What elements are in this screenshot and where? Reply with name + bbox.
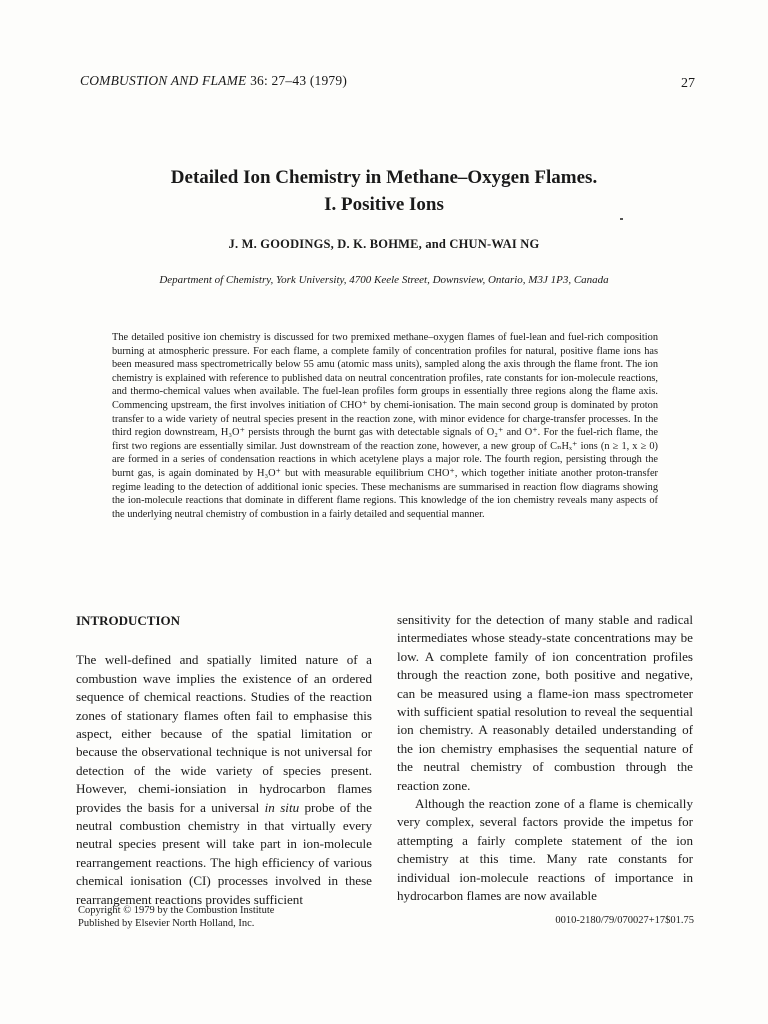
copyright-line: Copyright © 1979 by the Combustion Institute (78, 905, 275, 916)
intro-text-a: The well-defined and spatially limited nature of a combustion wave implies the existence of an ordered sequence of chemical reactions. Studies of the reaction zones of stationary flames often fail to emphasise this aspect, either because of the spatial limitation or because the observational technique is not universal for detection of the wide variety of species present. However, chemi-ionsiation in hydrocarbon flames provides the basis for a universal (76, 652, 372, 815)
left-column (76, 610, 372, 909)
publisher-line: Published by Elsevier North Holland, Inc. (78, 918, 255, 929)
affiliation: Department of Chemistry, York University, 4700 Keele Street, Downsview, Ontario, M3J 1P3, Canada (159, 274, 609, 286)
abstract: The detailed positive ion chemistry is discussed for two premixed methane–oxygen flames of fuel-lean and fuel-rich composition burning at atmospheric pressure. For each flame, a complete family of concentration profiles for natural, positive flame ions has been measured mass spectrometrically below 55 amu (atomic mass units), sampled along the axis through the flame front. The ion chemistry is explained with reference to published data on neutral concentration profiles, rate constants for ion-molecule reactions, and thermo-chemical values when available. The fuel-lean profiles form groups in essentially three regions along the flame axis. Commencing upstream, the first involves initiation of CHO⁺ by chemi-ionisation. The main second group is dominated by proton transfer to a wide variety of neutral species present in the reaction zone, with minor evidence for charge-transfer processes. In the third region downstream, H₃O⁺ persists through the burnt gas with detectable signals of O₂⁺ and O⁺. For the fuel-rich flame, the first two regions are essentially similar. Just downstream of the reaction zone, however, a new group of CₙHₓ⁺ ions (n ≥ 1, x ≥ 0) are formed in a series of condensation reactions in which acetylene plays a major role. The fourth region, persisting through the burnt gas, is again dominated by H₃O⁺ but with measurable equilibrium CHO⁺, which together initiate another proton-transfer regime leading to the detection of additional ionic species. These mechanisms are summarised in reaction flow diagrams showing the ion-molecule reactions that dominate in different flame regions. This knowledge of the ion chemistry reveals many aspects of the underlying neutral chemistry of combustion in a fairly detailed and sequential manner. (112, 332, 658, 520)
right-column (397, 611, 693, 906)
stray-mark (620, 218, 623, 220)
intro-paragraph-2: Although the reaction zone of a flame is chemically very complex, several factors provide the impetus for attempting a fairly complete statement of the ion chemistry at this time. Many rate constants for individual ion-molecule reactions of importance in hydrocarbon flames are now available (397, 796, 693, 904)
journal-code: 0010-2180/79/070027+17$01.75 (555, 915, 694, 926)
section-heading-introduction: INTRODUCTION (76, 613, 181, 628)
intro-paragraph-1 (76, 651, 372, 909)
title-line-1: Detailed Ion Chemistry in Methane–Oxygen Flames. (170, 167, 598, 188)
intro-text-b: probe of the neutral combustion chemistry in that virtually every neutral species present will take part in ion-molecule rearrangement reactions. The high efficiency of various chemical ionisation (CI) processes involved in these rearrangement reactions provides sufficient (76, 799, 372, 907)
footer-copyright-block (78, 904, 274, 930)
journal-citation (80, 73, 347, 89)
paper-title (0, 164, 768, 218)
volume-pages: 36: 27–43 (1979) (246, 73, 348, 88)
intro-text-italic: in situ (264, 799, 300, 815)
title-line-2: I. Positive Ions (324, 194, 444, 215)
author-list: J. M. GOODINGS, D. K. BOHME, and CHUN-WAI NG (228, 237, 540, 251)
journal-name: COMBUSTION AND FLAME (80, 73, 247, 88)
page-number: 27 (681, 76, 695, 91)
intro-paragraph-continued: sensitivity for the detection of many stable and radical intermediates whose steady-state concentrations may be low. A complete family of ion concentration profiles through the reaction zone, both positive and negative, can be measured using a flame-ion mass spectrometer with sufficient spatial resolution to reveal the sequential ion chemistry. A reasonably detailed understanding of the ion chemistry emphasises the sequential nature of the neutral chemistry of combustion through the reaction zone. (397, 612, 693, 793)
